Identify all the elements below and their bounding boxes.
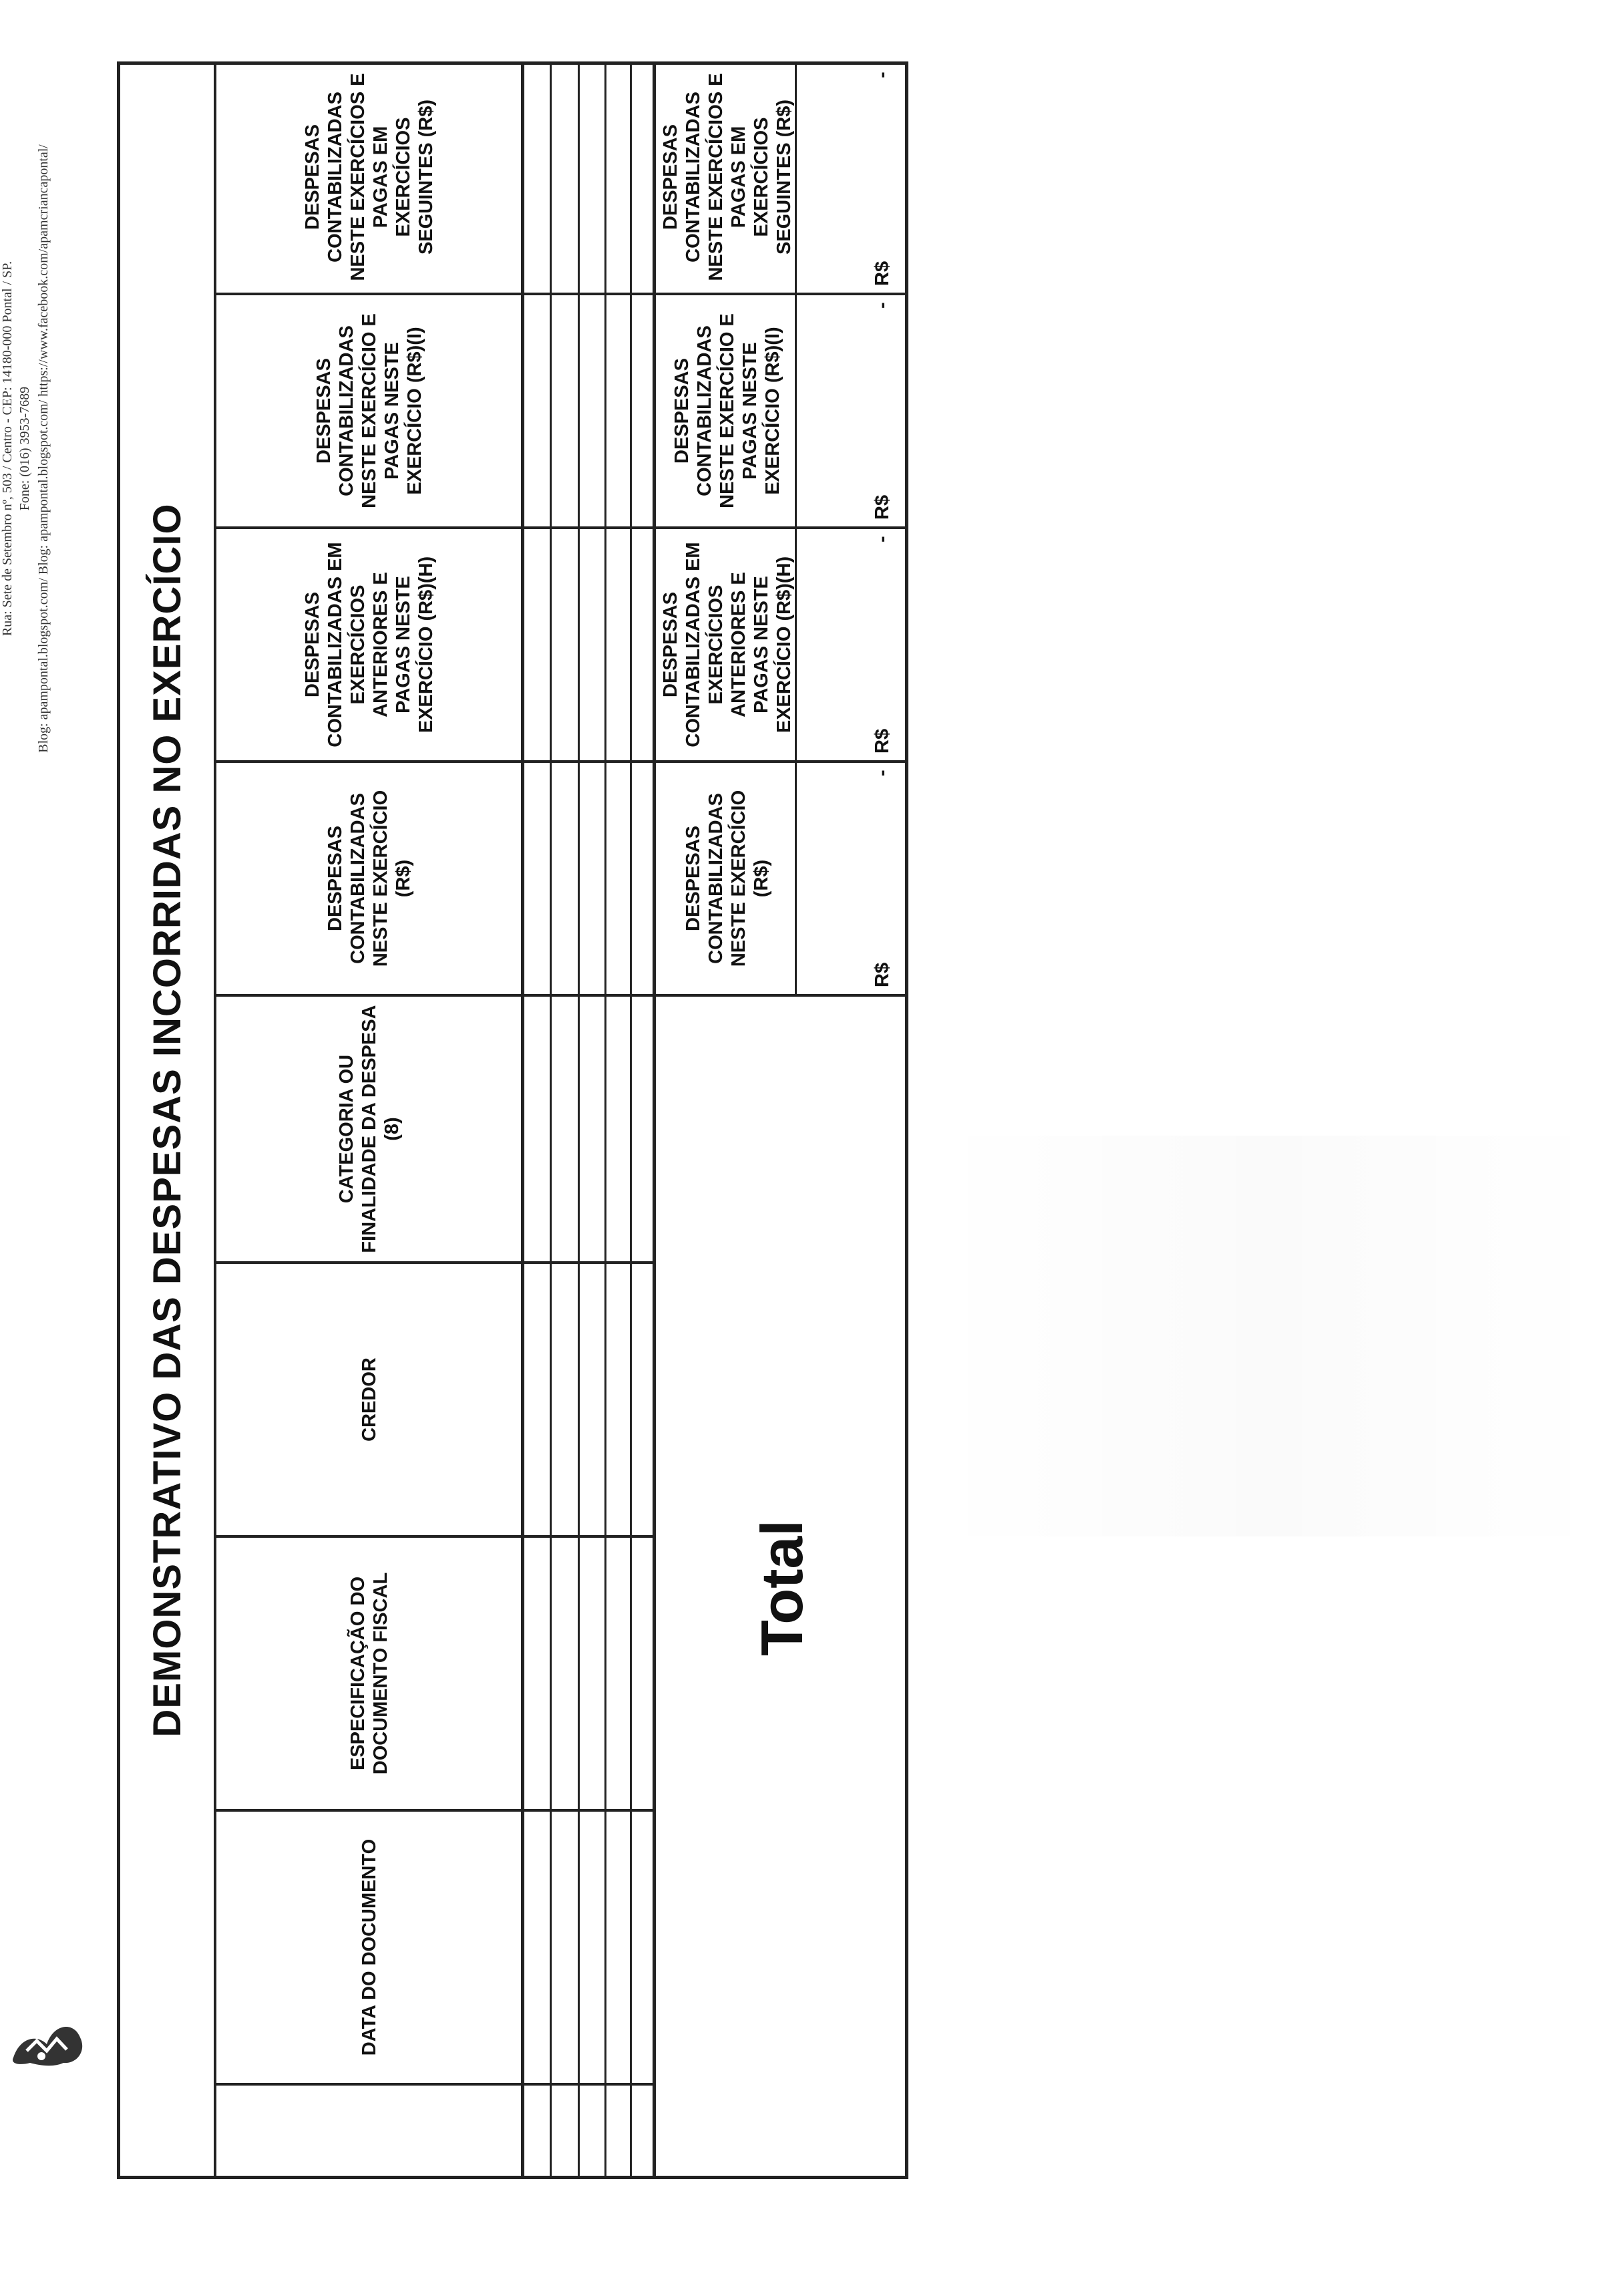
- organization-logo-icon: [0, 1997, 94, 2071]
- letterhead-phone: Fone: (016) 3953-7689: [17, 386, 32, 511]
- row-line: [604, 61, 606, 2179]
- total-value: -: [872, 536, 893, 542]
- header-bottom-line: [521, 997, 524, 2179]
- row-line: [578, 61, 580, 2179]
- expenses-table: [117, 61, 908, 2179]
- total-value: -: [872, 770, 893, 776]
- total-header-previous-paid: DESPESAS CONTABILIZADAS EM EXERCÍCIOS ANTERIORES E PAGAS NESTE EXERCÍCIO (R$)(H): [659, 542, 795, 748]
- row-line: [550, 61, 552, 2179]
- header-expenses-this-year: DESPESAS CONTABILIZADAS NESTE EXERCÍCIO (R$): [324, 790, 414, 967]
- total-label: Total: [749, 1520, 815, 1656]
- total-value: -: [872, 71, 893, 78]
- col-line: [214, 2083, 655, 2086]
- header-expenses-paid-following: DESPESAS CONTABILIZADAS NESTE EXERCÍCIOS E PAGAS EM EXERCÍCIOS SEGUINTES (R$): [301, 73, 437, 281]
- total-value: -: [872, 302, 893, 309]
- header-fiscal-document: ESPECIFICAÇÃO DO DOCUMENTO FISCAL: [347, 1572, 391, 1775]
- header-date: DATA DO DOCUMENTO: [358, 1838, 380, 2056]
- total-header-this-year: DESPESAS CONTABILIZADAS NESTE EXERCÍCIO (R$): [682, 790, 772, 967]
- total-currency: R$: [872, 728, 893, 754]
- table-title: DEMONSTRATIVO DAS DESPESAS INCORRIDAS NO EXERCÍCIO: [145, 503, 189, 1738]
- letterhead: [0, 0, 73, 1597]
- header-category: CATEGORIA OU FINALIDADE DA DESPESA (8): [335, 1005, 403, 1253]
- total-currency: R$: [872, 261, 893, 286]
- letterhead-blogs: Blog: apampontal.blogspot.com/ Blog: apampontal.blogspot.com/ https://www.facebook.com/apamcriancapontal/: [36, 144, 51, 753]
- header-expenses-previous-paid: DESPESAS CONTABILIZADAS EM EXERCÍCIOS ANTERIORES E PAGAS NESTE EXERCÍCIO (R$)(H): [301, 542, 437, 748]
- header-expenses-this-year-paid: DESPESAS CONTABILIZADAS NESTE EXERCÍCIO E PAGAS NESTE EXERCÍCIO (R$)(I): [313, 313, 425, 508]
- total-header-this-year-paid: DESPESAS CONTABILIZADAS NESTE EXERCÍCIO E PAGAS NESTE EXERCÍCIO (R$)(I): [671, 313, 783, 508]
- letterhead-address: Rua: Sete de Setembro nº, 503 / Centro - CEP: 14180-000 Pontal / SP.: [0, 261, 15, 637]
- title-separator: [214, 61, 216, 2179]
- header-creditor: CREDOR: [358, 1357, 380, 1442]
- row-line: [630, 61, 632, 2179]
- total-header-paid-following: DESPESAS CONTABILIZADAS NESTE EXERCÍCIOS E PAGAS EM EXERCÍCIOS SEGUINTES (R$): [659, 73, 795, 281]
- total-currency: R$: [872, 962, 893, 987]
- scan-shading: [935, 1136, 1603, 1536]
- total-currency: R$: [872, 494, 893, 520]
- header-bottom-line-right: [521, 61, 524, 997]
